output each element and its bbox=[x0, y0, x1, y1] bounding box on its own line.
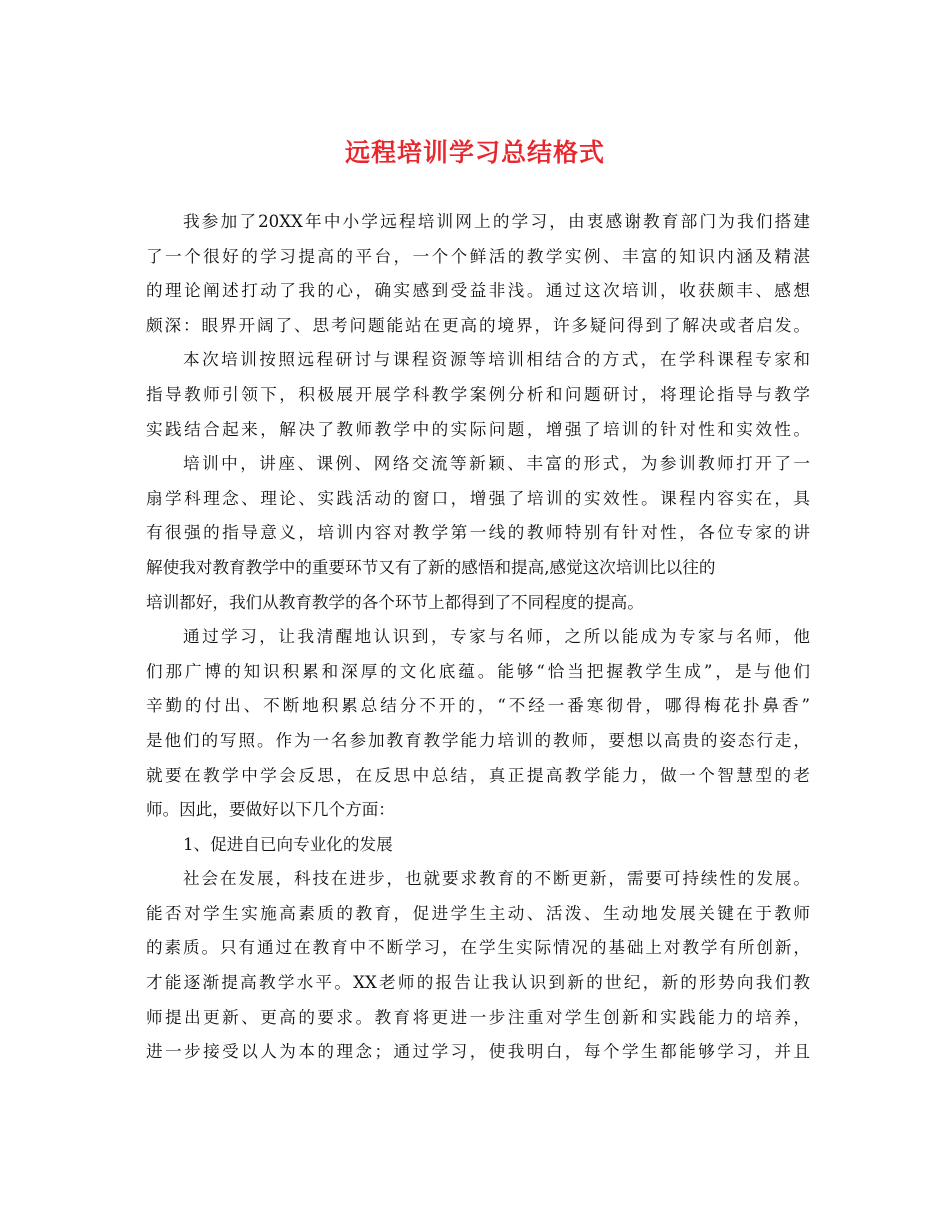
text-line: 师。因此，要做好以下几个方面： bbox=[146, 800, 395, 820]
text-line: 本次培训按照远程研讨与课程资源等培训相结合的方式，在学科课程专家和 bbox=[183, 350, 810, 370]
text-line: 辛勤的付出、不断地积累总结分不开的，“不经一番寒彻骨，哪得梅花扑鼻香” bbox=[146, 696, 810, 716]
text-line: 实践结合起来，解决了教师教学中的实际问题，增强了培训的针对性和实效性。 bbox=[146, 419, 810, 439]
text-line: 们那广博的知识积累和深厚的文化底蕴。能够“恰当把握教学生成”，是与他们 bbox=[146, 661, 810, 681]
text-line: 有很强的指导意义，培训内容对教学第一线的教师特别有针对性，各位专家的讲 bbox=[146, 523, 810, 543]
text-line: 指导教师引领下，积极展开展学科教学案例分析和问题研讨，将理论指导与教学 bbox=[146, 384, 810, 404]
text-line: 是他们的写照。作为一名参加教育教学能力培训的教师，要想以高贵的姿态行走， bbox=[146, 730, 810, 750]
document-title: 远程培训学习总结格式 bbox=[344, 138, 605, 167]
text-line: 我参加了20XX年中小学远程培训网上的学习，由衷感谢教育部门为我们搭建 bbox=[183, 212, 810, 231]
text-line: 的理论阐述打动了我的心，确实感到受益非浅。通过这次培训，收获颇丰、感想 bbox=[146, 281, 810, 301]
text-line: 社会在发展，科技在进步，也就要求教育的不断更新，需要可持续性的发展。 bbox=[183, 869, 810, 889]
document-body bbox=[146, 205, 810, 1070]
text-line: 扇学科理念、理论、实践活动的窗口，增强了培训的实效性。课程内容实在，具 bbox=[146, 488, 810, 508]
text-line: 进一步接受以人为本的理念；通过学习，使我明白，每个学生都能够学习，并且 bbox=[146, 1042, 810, 1062]
text-line: 颇深：眼界开阔了、思考问题能站在更高的境界，许多疑问得到了解决或者启发。 bbox=[146, 315, 810, 335]
text-line: 师提出更新、更高的要求。教育将更进一步注重对学生创新和实践能力的培养， bbox=[146, 1007, 810, 1027]
text-line: 的素质。只有通过在教育中不断学习，在学生实际情况的基础上对教学有所创新， bbox=[146, 938, 810, 958]
text-line: 了一个很好的学习提高的平台，一个个鲜活的教学实例、丰富的知识内涵及精湛 bbox=[146, 246, 810, 266]
text-line: 解使我对教育教学中的重要环节又有了新的感悟和提高,感觉这次培训比以往的 bbox=[146, 557, 716, 577]
text-line: 就要在教学中学会反思，在反思中总结，真正提高教学能力，做一个智慧型的老 bbox=[146, 765, 810, 785]
text-line: 才能逐渐提高教学水平。XX老师的报告让我认识到新的世纪，新的形势向我们教 bbox=[146, 973, 810, 993]
section-heading: 1、促进自已向专业化的发展 bbox=[183, 834, 393, 854]
text-line: 能否对学生实施高素质的教育，促进学生主动、活泼、生动地发展关键在于教师 bbox=[146, 903, 810, 923]
text-line: 培训中，讲座、课例、网络交流等新颖、丰富的形式，为参训教师打开了一 bbox=[183, 454, 810, 474]
text-line: 通过学习，让我清醒地认识到，专家与名师，之所以能成为专家与名师，他 bbox=[183, 627, 810, 647]
text-line: 培训都好，我们从教育教学的各个环节上都得到了不同程度的提高。 bbox=[146, 592, 644, 612]
